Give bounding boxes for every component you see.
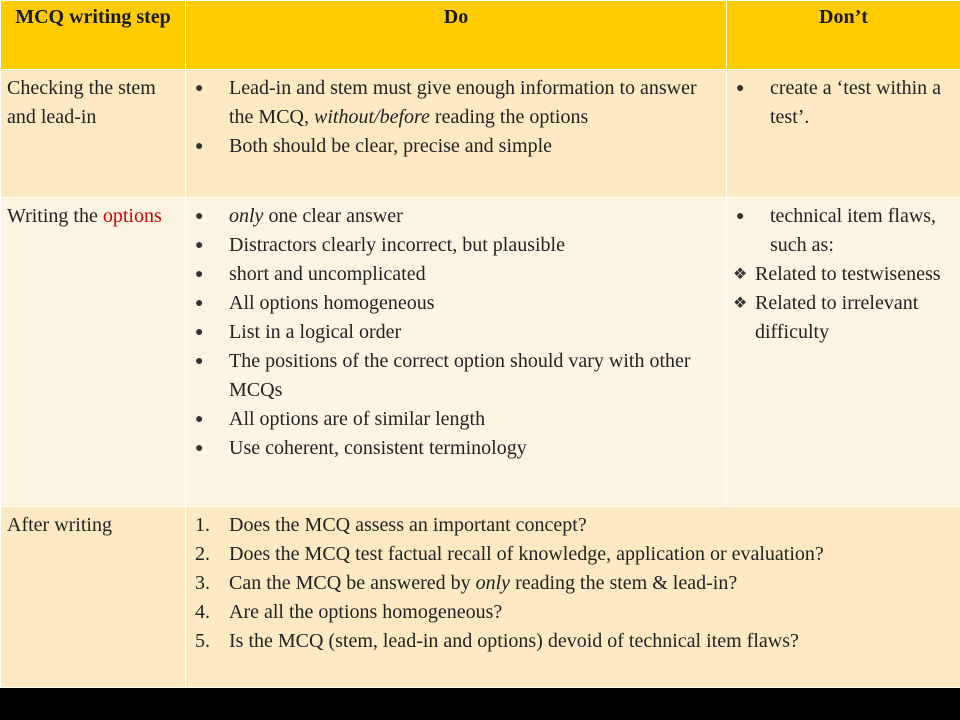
bullet-icon: ● (736, 81, 745, 96)
bullet-icon: ● (195, 441, 204, 456)
step-cell (1, 70, 186, 198)
four-diamond-bullet-icon: ❖ (733, 266, 748, 283)
list-item: ❖ Related to testwiseness (733, 260, 954, 289)
header-row (1, 1, 960, 70)
questions-list (192, 511, 954, 656)
dont-cell (727, 70, 960, 198)
list-item: ● technical item flaws, such as: (733, 202, 954, 260)
table-row (1, 70, 960, 198)
step-label: Checking the stem and lead-in (7, 77, 156, 128)
list-item: ● only one clear answer (192, 202, 720, 231)
do-cell (186, 198, 727, 507)
bullet-icon: ● (195, 139, 204, 154)
step-cell (1, 507, 186, 688)
do-cell (186, 70, 727, 198)
list-item: ● Lead-in and stem must give enough information to answer the MCQ, without/before reading the options (192, 74, 720, 132)
step-label-highlight: options (102, 205, 162, 227)
list-item: ● The positions of the correct option should vary with other MCQs (192, 347, 720, 405)
bullet-icon: ● (195, 412, 204, 427)
list-item: ● All options homogeneous (192, 289, 720, 318)
step-cell (1, 198, 186, 507)
bullet-icon: ● (195, 81, 204, 96)
bullet-icon: ● (195, 238, 204, 253)
list-item: 3. Can the MCQ be answered by only reading the stem & lead-in? (195, 572, 738, 594)
list-item: ● List in a logical order (192, 318, 720, 347)
header-dont: Don’t (727, 1, 960, 70)
list-item: 5. Is the MCQ (stem, lead-in and options) devoid of technical item flaws? (195, 630, 799, 652)
header-do: Do (186, 1, 727, 70)
table-row (1, 198, 960, 507)
four-diamond-bullet-icon: ❖ (733, 295, 748, 312)
bullet-icon: ● (195, 296, 204, 311)
list-item: ❖ Related to irrelevant difficulty (733, 289, 954, 347)
dont-list (733, 202, 954, 260)
dont-cell (727, 198, 960, 507)
bottom-frame-bar (0, 697, 960, 720)
bullet-icon: ● (195, 325, 204, 340)
bullet-icon: ● (195, 209, 204, 224)
list-item: ● Use coherent, consistent terminology (192, 434, 720, 463)
list-item: ● All options are of similar length (192, 405, 720, 434)
list-item: 2. Does the MCQ test factual recall of knowledge, application or evaluation? (195, 543, 824, 565)
list-item: 1. Does the MCQ assess an important concept? (195, 514, 587, 536)
table-row (1, 507, 960, 688)
list-item: ● create a ‘test within a test’. (733, 74, 954, 132)
do-list (192, 74, 720, 161)
list-item: ● short and uncomplicated (192, 260, 720, 289)
list-item: 4. Are all the options homogeneous? (195, 601, 503, 623)
step-label: After writing (7, 514, 112, 536)
list-item: ● Both should be clear, precise and simple (192, 132, 720, 161)
step-label: Writing the (7, 205, 103, 227)
header-step: MCQ writing step (1, 1, 186, 70)
questions-cell (186, 507, 960, 688)
bullet-icon: ● (736, 209, 745, 224)
dont-list (733, 74, 954, 132)
dont-sub-list (733, 260, 954, 347)
list-item: ● Distractors clearly incorrect, but plausible (192, 231, 720, 260)
do-list (192, 202, 720, 463)
bullet-icon: ● (195, 354, 204, 369)
bullet-icon: ● (195, 267, 204, 282)
